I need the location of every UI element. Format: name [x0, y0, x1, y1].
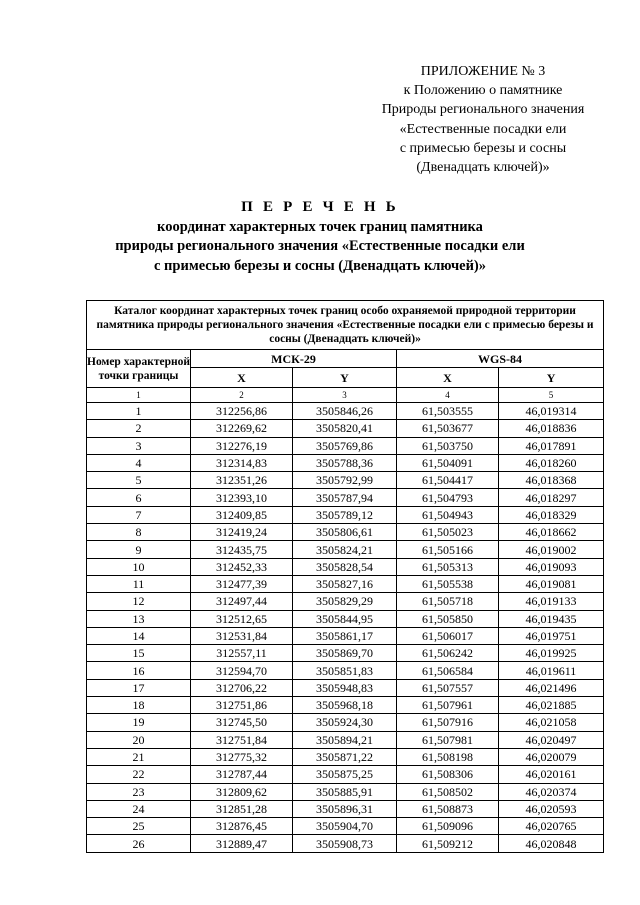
msk29-x-cell: 312557,11 [191, 645, 293, 662]
table-row [87, 645, 604, 662]
wgs84-x-cell: 61,508198 [397, 748, 499, 765]
wgs84-x-cell: 61,507557 [397, 679, 499, 696]
msk29-x-cell: 312787,44 [191, 766, 293, 783]
msk29-x-cell: 312745,50 [191, 714, 293, 731]
msk29-y-cell: 3505828,54 [293, 558, 397, 575]
msk29-x-cell: 312393,10 [191, 489, 293, 506]
msk29-y-cell: 3505829,29 [293, 593, 397, 610]
msk29-x-cell: 312594,70 [191, 662, 293, 679]
point-number-cell: 17 [87, 679, 191, 696]
column-index: 5 [499, 388, 604, 403]
wgs84-x-cell: 61,503555 [397, 403, 499, 420]
wgs84-header: WGS-84 [397, 350, 604, 368]
point-number-cell: 13 [87, 610, 191, 627]
point-number-cell: 4 [87, 454, 191, 471]
table-row [87, 437, 604, 454]
msk29-x-cell: 312531,84 [191, 627, 293, 644]
wgs84-x-cell: 61,508306 [397, 766, 499, 783]
wgs84-y-cell: 46,021058 [499, 714, 604, 731]
point-number-cell: 6 [87, 489, 191, 506]
table-row [87, 766, 604, 783]
wgs84-y-cell: 46,019751 [499, 627, 604, 644]
wgs84-x-cell: 61,504091 [397, 454, 499, 471]
point-number-cell: 20 [87, 731, 191, 748]
wgs84-x-cell: 61,509096 [397, 818, 499, 835]
point-number-cell: 2 [87, 420, 191, 437]
msk29-y-cell: 3505851,83 [293, 662, 397, 679]
msk29-y-cell: 3505820,41 [293, 420, 397, 437]
column-index: 1 [87, 388, 191, 403]
msk29-x-header: X [191, 368, 293, 388]
msk29-y-cell: 3505896,31 [293, 800, 397, 817]
table-row [87, 541, 604, 558]
msk29-x-cell: 312276,19 [191, 437, 293, 454]
point-number-cell: 1 [87, 403, 191, 420]
appendix-line: (Двенадцать ключей)» [416, 160, 550, 176]
wgs84-y-cell: 46,020079 [499, 748, 604, 765]
title-line: с примесью березы и сосны (Двенадцать ключей)» [153, 257, 487, 274]
wgs84-y-cell: 46,021496 [499, 679, 604, 696]
msk29-x-cell: 312497,44 [191, 593, 293, 610]
appendix-line: с примесью березы и сосны [399, 140, 567, 156]
msk29-x-cell: 312706,22 [191, 679, 293, 696]
point-number-cell: 3 [87, 437, 191, 454]
wgs84-x-cell: 61,505313 [397, 558, 499, 575]
wgs84-y-cell: 46,021885 [499, 697, 604, 714]
wgs84-x-cell: 61,505850 [397, 610, 499, 627]
table-row [87, 697, 604, 714]
msk29-x-cell: 312851,28 [191, 800, 293, 817]
wgs84-y-cell: 46,020161 [499, 766, 604, 783]
column-index: 3 [293, 388, 397, 403]
title-line: координат характерных точек границ памятника [157, 218, 483, 235]
msk29-x-cell: 312435,75 [191, 541, 293, 558]
point-number-cell: 21 [87, 748, 191, 765]
point-number-cell: 16 [87, 662, 191, 679]
wgs84-y-cell: 46,018662 [499, 524, 604, 541]
table-row [87, 506, 604, 523]
wgs84-x-cell: 61,507981 [397, 731, 499, 748]
msk29-x-cell: 312876,45 [191, 818, 293, 835]
table-row [87, 420, 604, 437]
point-number-cell: 9 [87, 541, 191, 558]
wgs84-x-cell: 61,508502 [397, 783, 499, 800]
document-title [80, 198, 560, 276]
wgs84-y-cell: 46,018368 [499, 472, 604, 489]
msk29-x-cell: 312512,65 [191, 610, 293, 627]
table-row [87, 662, 604, 679]
wgs84-x-cell: 61,505718 [397, 593, 499, 610]
wgs84-y-cell: 46,020765 [499, 818, 604, 835]
table-row [87, 575, 604, 592]
msk29-x-cell: 312269,62 [191, 420, 293, 437]
msk29-y-cell: 3505861,17 [293, 627, 397, 644]
point-number-cell: 14 [87, 627, 191, 644]
msk29-x-cell: 312477,39 [191, 575, 293, 592]
msk29-y-cell: 3505894,21 [293, 731, 397, 748]
point-number-cell: 12 [87, 593, 191, 610]
msk29-x-cell: 312775,32 [191, 748, 293, 765]
appendix-header [362, 62, 604, 177]
wgs84-y-cell: 46,019133 [499, 593, 604, 610]
wgs84-y-cell: 46,019314 [499, 403, 604, 420]
msk29-y-cell: 3505904,70 [293, 818, 397, 835]
table-row [87, 403, 604, 420]
wgs84-y-cell: 46,020497 [499, 731, 604, 748]
msk29-y-cell: 3505846,26 [293, 403, 397, 420]
msk29-x-cell: 312419,24 [191, 524, 293, 541]
column-index: 2 [191, 388, 293, 403]
table-row [87, 610, 604, 627]
msk29-y-cell: 3505792,99 [293, 472, 397, 489]
table-row [87, 800, 604, 817]
column-index: 4 [397, 388, 499, 403]
point-number-cell: 25 [87, 818, 191, 835]
wgs84-y-header: Y [499, 368, 604, 388]
wgs84-y-cell: 46,020848 [499, 835, 604, 852]
table-row [87, 489, 604, 506]
msk29-y-cell: 3505844,95 [293, 610, 397, 627]
msk29-x-cell: 312452,33 [191, 558, 293, 575]
table-row [87, 731, 604, 748]
wgs84-y-cell: 46,019081 [499, 575, 604, 592]
msk29-y-cell: 3505968,18 [293, 697, 397, 714]
msk29-x-cell: 312409,85 [191, 506, 293, 523]
msk29-y-cell: 3505806,61 [293, 524, 397, 541]
table-caption: Каталог координат характерных точек границ особо охраняемой природной территории памятника природы регионального значения «Естественные посадки ели с примесью березы и сосны (Двенадцать ключей)» [87, 301, 604, 350]
table-row [87, 783, 604, 800]
wgs84-x-cell: 61,504417 [397, 472, 499, 489]
point-number-cell: 23 [87, 783, 191, 800]
table-row [87, 714, 604, 731]
wgs84-x-cell: 61,503677 [397, 420, 499, 437]
wgs84-y-cell: 46,018260 [499, 454, 604, 471]
point-number-cell: 8 [87, 524, 191, 541]
msk29-y-cell: 3505871,22 [293, 748, 397, 765]
wgs84-y-cell: 46,019925 [499, 645, 604, 662]
msk29-x-cell: 312314,83 [191, 454, 293, 471]
wgs84-x-header: X [397, 368, 499, 388]
point-number-cell: 26 [87, 835, 191, 852]
point-number-cell: 10 [87, 558, 191, 575]
msk29-header: МСК-29 [191, 350, 397, 368]
wgs84-x-cell: 61,505166 [397, 541, 499, 558]
appendix-line: «Естественные посадки ели [399, 121, 567, 137]
wgs84-y-cell: 46,019611 [499, 662, 604, 679]
msk29-x-cell: 312889,47 [191, 835, 293, 852]
column-index-row [87, 388, 604, 403]
msk29-y-cell: 3505769,86 [293, 437, 397, 454]
msk29-y-cell: 3505827,16 [293, 575, 397, 592]
msk29-y-cell: 3505875,25 [293, 766, 397, 783]
wgs84-x-cell: 61,505023 [397, 524, 499, 541]
table-body [87, 403, 604, 853]
wgs84-x-cell: 61,504793 [397, 489, 499, 506]
table-row [87, 627, 604, 644]
table-row [87, 593, 604, 610]
msk29-x-cell: 312751,84 [191, 731, 293, 748]
wgs84-x-cell: 61,506584 [397, 662, 499, 679]
wgs84-x-cell: 61,509212 [397, 835, 499, 852]
point-number-cell: 18 [87, 697, 191, 714]
table-row [87, 558, 604, 575]
wgs84-y-cell: 46,017891 [499, 437, 604, 454]
table-row [87, 679, 604, 696]
msk29-y-cell: 3505924,30 [293, 714, 397, 731]
msk29-y-cell: 3505908,73 [293, 835, 397, 852]
msk29-y-cell: 3505885,91 [293, 783, 397, 800]
wgs84-y-cell: 46,018329 [499, 506, 604, 523]
wgs84-x-cell: 61,506242 [397, 645, 499, 662]
msk29-y-cell: 3505824,21 [293, 541, 397, 558]
msk29-x-cell: 312256,86 [191, 403, 293, 420]
coordinates-table [86, 300, 604, 853]
wgs84-x-cell: 61,507961 [397, 697, 499, 714]
table-row [87, 748, 604, 765]
msk29-y-cell: 3505789,12 [293, 506, 397, 523]
wgs84-y-cell: 46,019435 [499, 610, 604, 627]
wgs84-y-cell: 46,019002 [499, 541, 604, 558]
wgs84-x-cell: 61,508873 [397, 800, 499, 817]
msk29-y-cell: 3505788,36 [293, 454, 397, 471]
wgs84-y-cell: 46,018297 [499, 489, 604, 506]
appendix-number: ПРИЛОЖЕНИЕ № 3 [420, 64, 546, 79]
point-number-cell: 5 [87, 472, 191, 489]
msk29-x-cell: 312809,62 [191, 783, 293, 800]
wgs84-x-cell: 61,504943 [397, 506, 499, 523]
point-number-header: Номер характерной точки границы [87, 350, 191, 388]
wgs84-x-cell: 61,505538 [397, 575, 499, 592]
msk29-y-cell: 3505787,94 [293, 489, 397, 506]
msk29-y-cell: 3505948,83 [293, 679, 397, 696]
msk29-x-cell: 312351,26 [191, 472, 293, 489]
table-row [87, 454, 604, 471]
msk29-y-cell: 3505869,70 [293, 645, 397, 662]
point-number-cell: 7 [87, 506, 191, 523]
point-number-cell: 11 [87, 575, 191, 592]
table-row [87, 818, 604, 835]
table-row [87, 524, 604, 541]
point-number-cell: 24 [87, 800, 191, 817]
wgs84-x-cell: 61,506017 [397, 627, 499, 644]
point-number-cell: 22 [87, 766, 191, 783]
appendix-line: к Положению о памятнике [403, 83, 563, 99]
wgs84-y-cell: 46,020374 [499, 783, 604, 800]
title-main: П Е Р Е Ч Е Н Ь [241, 199, 399, 215]
title-line: природы регионального значения «Естественные посадки ели [115, 238, 525, 254]
wgs84-x-cell: 61,503750 [397, 437, 499, 454]
point-number-cell: 19 [87, 714, 191, 731]
msk29-y-header: Y [293, 368, 397, 388]
appendix-line: Природы регионального значения [381, 102, 585, 118]
wgs84-y-cell: 46,018836 [499, 420, 604, 437]
table-row [87, 472, 604, 489]
wgs84-y-cell: 46,019093 [499, 558, 604, 575]
wgs84-y-cell: 46,020593 [499, 800, 604, 817]
wgs84-x-cell: 61,507916 [397, 714, 499, 731]
msk29-x-cell: 312751,86 [191, 697, 293, 714]
point-number-cell: 15 [87, 645, 191, 662]
table-row [87, 835, 604, 852]
